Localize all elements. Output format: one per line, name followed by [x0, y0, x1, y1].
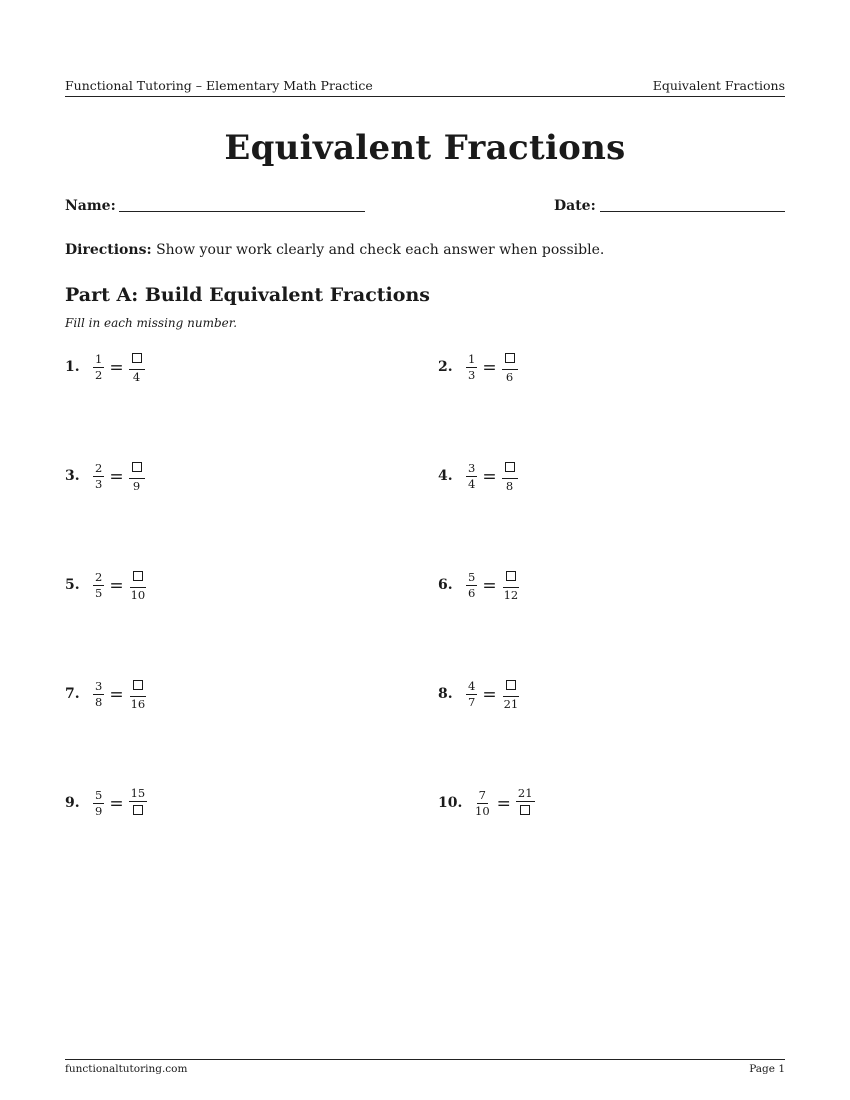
right-fraction: [129, 460, 145, 493]
numerator-value: 3: [468, 460, 476, 475]
left-numerator: [466, 353, 477, 368]
right-numerator: [503, 678, 519, 697]
header-topic: Equivalent Fractions: [652, 78, 785, 93]
right-denominator: [502, 588, 521, 602]
directions-label: Directions:: [65, 242, 152, 258]
problem-number: 5.: [65, 577, 80, 593]
problem-number: 2.: [438, 359, 453, 375]
answer-box[interactable]: [506, 680, 516, 690]
left-denominator: [466, 586, 477, 600]
left-denominator: [466, 368, 477, 382]
fraction-equation: [93, 568, 147, 602]
answer-box[interactable]: [133, 571, 143, 581]
denominator-value: 12: [503, 587, 519, 602]
directions: [65, 242, 604, 258]
page-footer: [65, 1059, 785, 1078]
equals-sign: =: [109, 794, 124, 814]
right-fraction: [502, 569, 521, 602]
denominator-value: 10: [475, 803, 490, 818]
problem-item: [438, 459, 738, 493]
problem-item: [65, 568, 365, 602]
numerator-value: 2: [95, 460, 103, 475]
right-numerator: [130, 678, 146, 697]
left-fraction: [93, 353, 104, 382]
student-info-row: [65, 198, 785, 218]
left-fraction: [93, 680, 104, 709]
right-fraction: [502, 460, 518, 493]
problem-item: [65, 459, 365, 493]
page-header: [65, 78, 785, 97]
denominator-value: 3: [468, 367, 476, 382]
denominator-value: 10: [130, 587, 146, 602]
fraction-equation: [466, 677, 520, 711]
name-label: Name:: [65, 198, 116, 214]
fraction-equation: [466, 568, 520, 602]
right-numerator: [516, 787, 535, 802]
denominator-value: 7: [468, 694, 476, 709]
problem-item: [65, 350, 365, 384]
right-numerator: [129, 460, 145, 479]
left-fraction: [93, 571, 104, 600]
left-fraction: [93, 462, 104, 491]
name-field[interactable]: [119, 211, 365, 212]
denominator-value: 16: [130, 696, 146, 711]
problem-item: [438, 568, 738, 602]
part-a-title: Part A: Build Equivalent Fractions: [65, 284, 430, 306]
left-numerator: [466, 462, 477, 477]
problem-number: 6.: [438, 577, 453, 593]
right-denominator: [504, 370, 515, 384]
answer-box[interactable]: [506, 571, 516, 581]
left-denominator: [93, 368, 104, 382]
left-denominator: [93, 477, 104, 491]
fraction-equation: [93, 350, 145, 384]
page-title: Equivalent Fractions: [224, 128, 626, 168]
equals-sign: =: [482, 685, 497, 705]
right-numerator: [502, 460, 518, 479]
problem-item: [65, 786, 365, 820]
left-numerator: [466, 571, 477, 586]
right-denominator: [504, 479, 515, 493]
fraction-equation: [473, 786, 535, 820]
left-fraction: [466, 571, 477, 600]
fraction-equation: [466, 350, 518, 384]
equals-sign: =: [482, 576, 497, 596]
answer-box[interactable]: [133, 680, 143, 690]
numerator-value: 15: [130, 785, 146, 800]
right-denominator: [131, 479, 142, 493]
right-fraction: [129, 569, 148, 602]
left-numerator: [93, 571, 104, 586]
left-numerator: [466, 680, 477, 695]
denominator-value: 8: [95, 694, 103, 709]
left-denominator: [473, 804, 492, 818]
left-denominator: [93, 804, 104, 818]
right-denominator: [502, 697, 521, 711]
numerator-value: 5: [468, 569, 476, 584]
right-denominator: [517, 802, 533, 820]
part-a-note: Fill in each missing number.: [65, 316, 238, 330]
answer-box[interactable]: [520, 805, 530, 815]
right-fraction: [516, 787, 535, 820]
problem-number: 8.: [438, 686, 453, 702]
denominator-value: 4: [468, 476, 476, 491]
numerator-value: 7: [478, 787, 486, 802]
left-denominator: [93, 586, 104, 600]
left-numerator: [93, 680, 104, 695]
left-denominator: [466, 695, 477, 709]
right-denominator: [129, 588, 148, 602]
left-fraction: [466, 462, 477, 491]
problem-item: [65, 677, 365, 711]
fraction-equation: [93, 677, 147, 711]
right-fraction: [502, 351, 518, 384]
left-numerator: [477, 789, 488, 804]
right-fraction: [129, 351, 145, 384]
problem-item: [438, 786, 738, 820]
left-numerator: [93, 462, 104, 477]
equals-sign: =: [109, 467, 124, 487]
problem-number: 7.: [65, 686, 80, 702]
problem-number: 4.: [438, 468, 453, 484]
right-denominator: [130, 802, 146, 820]
denominator-value: 21: [503, 696, 519, 711]
equals-sign: =: [109, 576, 124, 596]
header-course: Functional Tutoring – Elementary Math Practice: [65, 78, 373, 93]
problem-item: [438, 350, 738, 384]
denominator-value: 2: [95, 367, 103, 382]
right-fraction: [129, 787, 148, 820]
answer-box[interactable]: [132, 462, 142, 472]
numerator-value: 2: [95, 569, 103, 584]
numerator-value: 5: [95, 787, 103, 802]
answer-box[interactable]: [505, 353, 515, 363]
problem-number: 3.: [65, 468, 80, 484]
date-field[interactable]: [600, 211, 785, 212]
numerator-value: 1: [468, 351, 476, 366]
right-denominator: [129, 697, 148, 711]
right-numerator: [130, 569, 146, 588]
problem-number: 10.: [438, 795, 463, 811]
right-fraction: [129, 678, 148, 711]
footer-page-number: Page 1: [749, 1063, 785, 1075]
problem-item: [438, 677, 738, 711]
answer-box[interactable]: [505, 462, 515, 472]
left-fraction: [466, 353, 477, 382]
right-numerator: [129, 351, 145, 370]
equals-sign: =: [482, 358, 497, 378]
left-denominator: [93, 695, 104, 709]
denominator-value: 9: [132, 478, 141, 493]
right-denominator: [131, 370, 142, 384]
denominator-value: 4: [132, 369, 141, 384]
denominator-value: 8: [505, 478, 514, 493]
numerator-value: 21: [517, 785, 533, 800]
left-fraction: [473, 789, 492, 818]
equals-sign: =: [496, 794, 511, 814]
equals-sign: =: [109, 685, 124, 705]
denominator-value: 5: [95, 585, 103, 600]
directions-text: Show your work clearly and check each answer when possible.: [156, 242, 605, 258]
answer-box[interactable]: [133, 805, 143, 815]
equals-sign: =: [482, 467, 497, 487]
left-numerator: [93, 353, 104, 368]
numerator-value: 1: [95, 351, 103, 366]
problem-number: 1.: [65, 359, 80, 375]
denominator-value: 6: [505, 369, 514, 384]
right-fraction: [502, 678, 521, 711]
right-numerator: [503, 569, 519, 588]
left-denominator: [466, 477, 477, 491]
fraction-equation: [93, 786, 147, 820]
fraction-equation: [466, 459, 518, 493]
numerator-value: 4: [468, 678, 476, 693]
equals-sign: =: [109, 358, 124, 378]
denominator-value: 9: [95, 803, 103, 818]
answer-box[interactable]: [132, 353, 142, 363]
denominator-value: 3: [95, 476, 103, 491]
denominator-value: 6: [468, 585, 476, 600]
date-label: Date:: [554, 198, 596, 214]
left-fraction: [93, 789, 104, 818]
fraction-equation: [93, 459, 145, 493]
footer-site: functionaltutoring.com: [65, 1063, 188, 1075]
left-numerator: [93, 789, 104, 804]
numerator-value: 3: [95, 678, 103, 693]
problem-number: 9.: [65, 795, 80, 811]
left-fraction: [466, 680, 477, 709]
right-numerator: [502, 351, 518, 370]
right-numerator: [129, 787, 148, 802]
